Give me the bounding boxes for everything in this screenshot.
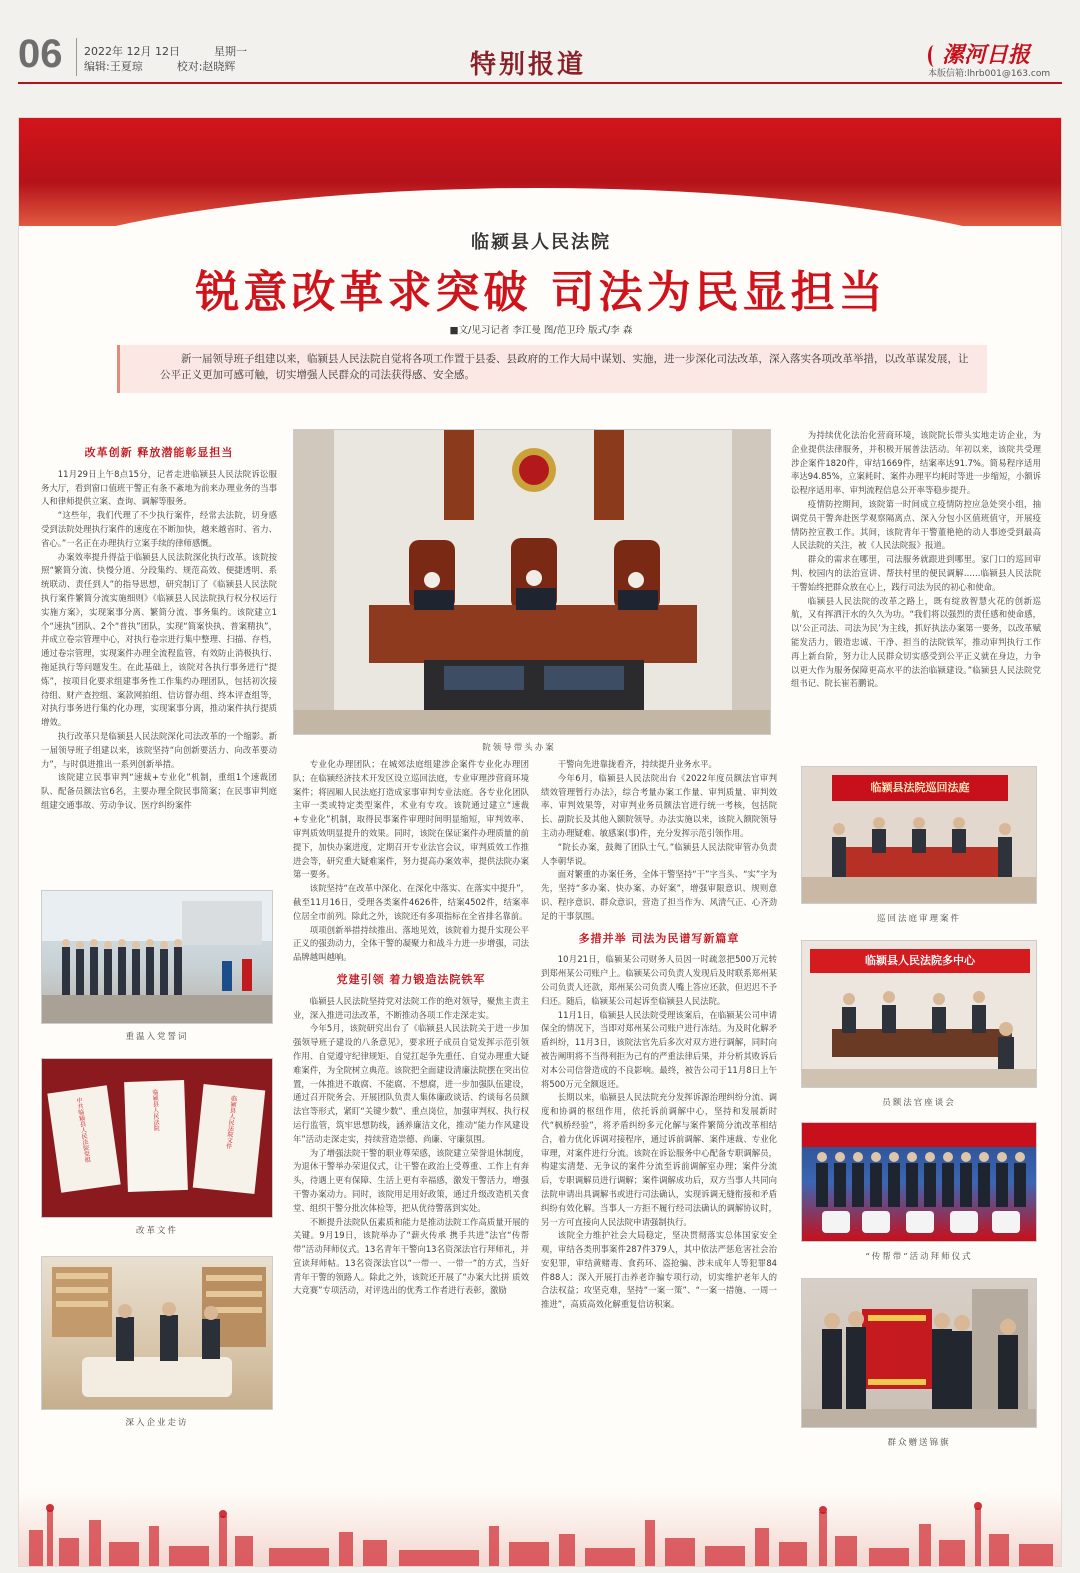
caption-mentor: “传帮带”活动拜师仪式 — [865, 1252, 973, 1262]
caption-docs: 改革文件 — [135, 1226, 178, 1236]
paper-logo — [928, 38, 1030, 69]
photo-mentor — [801, 1122, 1037, 1242]
column-1 — [41, 438, 277, 813]
newspaper-page — [18, 117, 1062, 1567]
body-paragraph: 今年6月，临颍县人民法院出台《2022年度员额法官审判绩效管理暂行办法》，综合考量办案工作量、审判质量、审判效率、审判效果等，对审判业务员额法官进行统一考核，包括院长、副院长及其他入额院领导。办法实施以来，该院入额院领导主动办理疑难、敏感案(事)件，充分发挥示范引领作用。 — [541, 772, 777, 838]
body-paragraph: “院长办案，鼓舞了团队士气。”临颍县人民法院审管办负责人李朝华说。 — [541, 841, 777, 866]
meeting-banner: 临颍县人民法院多中心 — [810, 949, 1030, 973]
body-paragraph: 10月21日，临颍某公司财务人员因一时疏忽把500万元转到郑州某公司账户上。临颍某公司负责人发现后及时联系郑州某公司负责人还款，郑州某公司负责人嘴上答应还款，但迟迟不予归还。随后，临颍某公司起诉至临颍县人民法院。 — [541, 954, 777, 1006]
body-paragraph: 临颍县人民法院的改革之路上，既有绽放智慧火花的创新巡航，又有挥洒汗水的久久为功。“我们将以强烈的责任感和使命感，以‘公正司法、司法为民’为主线，抓好执法办案第一要务，以改革赋能发活力，锻造忠诚、干净、担当的法院铁军，推动审判执行工作再上新台阶，努力让人民群众切实感受到公平正义就在身边，力争以更大作为服务保障更高水平的法治临颍建设。”临颍县人民法院党组书记、院长崔若鹏说。 — [791, 595, 1041, 689]
document-sheet — [193, 1084, 266, 1194]
courtroom-illustration — [294, 430, 771, 735]
lead-paragraph: 新一届领导班子组建以来，临颍县人民法院自觉将各项工作置于县委、县政府的工作大局中谋划、实施，进一步深化司法改革，深入落实各项改革举措，以改革谋发展，让公平正义更加可感可触，切实增强人民群众的司法获得感、安全感。 — [117, 345, 987, 393]
caption-banner-gift: 群众赠送锦旗 — [887, 1438, 951, 1448]
body-paragraph: 项项创新举措持续推出、落地见效，该院着力提升实现公平正义的强劲动力，全体干警的凝聚力和战斗力进一步增强，司法品牌越叫越响。 — [293, 924, 529, 963]
caption-enterprise: 深入企业走访 — [125, 1418, 189, 1428]
masthead — [0, 0, 1080, 86]
masthead-rule — [18, 82, 1062, 84]
city-skyline — [19, 1490, 1062, 1567]
body-paragraph: 疫情防控期间，该院第一时间成立疫情防控应急处突小组，抽调党员干警奔赴医学观察隔离点、深入分包小区值班值守，开展疫情防控宣教工作。其间，该院青年干警董艳艳的动人事迹受到最高人民法院的关注，被《人民法院报》报道。 — [791, 498, 1041, 551]
photo-oath — [41, 890, 273, 1024]
body-paragraph: 群众的需求在哪里，司法服务就跟进到哪里。家门口的巡回审判、校园内的法治宣讲、帮扶村里的便民调解……临颍县人民法院干警始终把群众放在心上，践行司法为民的初心和使命。 — [791, 554, 1041, 592]
masthead-email: 本版信箱:lhrb001@163.com — [928, 69, 1051, 79]
document-title: 临颍县人民法院 — [150, 1088, 160, 1132]
logo-swirl-icon — [928, 45, 940, 67]
banner-gift-illustration — [802, 1279, 1037, 1428]
body-paragraph: 今年5月，该院研究出台了《临颍县人民法院关于进一步加强领导班子建设的八条意见》，要求班子成员自觉发挥示范引领作用、自觉遵守纪律规矩、自觉扛起争先重任、自觉办理重大疑难案件，为全院树立典范。该院把全面建设清廉法院摆在突出位置，一体推进不敢腐、不能腐、不想腐，进一步加强队伍建设，通过召开院务会、开展团队负责人集体廉政谈话、约谈每名员额法官等形式，紧盯“关键少数”、重点岗位，加强审判权、执行权运行监管，筑牢思想防线，涵养廉洁文化，推动“能力作风建设年”活动走深走实，持续营造崇德、尚廉、守廉氛围。 — [293, 1023, 529, 1144]
column-2 — [293, 758, 529, 1298]
editor-credit: 编辑:王夏琼 — [84, 60, 143, 73]
body-paragraph: 该院全力维护社会大局稳定，坚决贯彻落实总体国家安全观，审结各类刑事案件287件379人，其中依法严惩危害社会治安犯罪，审结黄赌毒、食药环、盗抢骗、涉未成年人等犯罪84件88人；深入开展打击养老诈骗专项行动，切实维护老年人的合法权益；攻坚克难，坚持“一案一策”、“一案一措施、一周一推进”，高质高效化解重复信访积案。 — [541, 1230, 777, 1310]
caption-oath: 重温入党誓词 — [125, 1032, 189, 1042]
body-paragraph: 该院坚持“在改革中深化、在深化中落实、在落实中提升”，截至11月16日，受理各类案件4626件，结案4502件，结案率位居全市前列。除此之外，该院还有多项指标在全省排名靠前。 — [293, 883, 529, 921]
column-3 — [541, 758, 777, 1312]
body-paragraph: 临颍县人民法院坚持党对法院工作的绝对领导，聚焦主责主业，深入推进司法改革，不断推动各项工作走深走实。 — [293, 995, 529, 1020]
oath-illustration — [42, 891, 273, 1024]
body-paragraph: 面对繁重的办案任务，全体干警坚持“干”字当头、“实”字为先，坚持“多办案、快办案、办好案”，增强审限意识、规则意识、程序意识、群众意识，营造了担当作为、风清气正、心齐劲足的干事氛围。 — [541, 869, 777, 921]
body-paragraph: 长期以来，临颍县人民法院充分发挥诉源治理纠纷分流、调度和协调的枢纽作用，依托诉前调解中心，坚持和发展新时代“枫桥经验”，将矛盾纠纷多元化解与案件繁简分流改革相结合，着力优化诉调对接程序，通过诉前调解、案件速裁、专业化审理，对案件进行分流。该院在诉讼服务中心配备专职调解员，构建实清楚、无争议的案件分流至诉前调解室办理；案件分流后，专职调解员进行调解；案件调解成功后，双方当事人共同向法院申请出具调解书或进行司法确认，实现诉调无缝衔接和矛盾纠纷有效化解。当事人一方拒不履行经司法确认的调解协议时，另一方可直接向人民法院申请强制执行。 — [541, 1092, 777, 1227]
body-paragraph: 专业化办理团队；在城郊法庭组建涉企案件专业化办理团队；在临颍经济技术开发区设立巡回法庭，专业审理涉营商环境案件；将固厢人民法庭打造成家事审判专业法庭。各专业化团队主审一类或特定类型案件，术业有专攻。该院通过建立“速裁+专业化”机制，取得民事案件审理时间明显缩短，审判效率、审判质效明显提升的效果。同时，该院在保证案件办理质量的前提下，加快办案进度，定期召开专业法官会议，审判质效工作推进会等，研究重大疑难案件，努力提高办案效率，提供法院办案第一要务。 — [293, 759, 529, 880]
photo-main-courtroom — [293, 429, 771, 735]
subhead-measures: 多措并举 司法为民谱写新篇章 — [578, 931, 740, 945]
document-sheet — [47, 1085, 120, 1192]
circuit-illustration — [802, 767, 1037, 904]
proofreader-credit: 校对:赵晓辉 — [176, 60, 236, 73]
caption-meeting: 员额法官座谈会 — [882, 1098, 956, 1108]
document-title: 中共临颍县人民法院党组 — [74, 1096, 91, 1164]
paper-name: 漯河日报 — [942, 42, 1031, 68]
mentor-illustration — [802, 1123, 1037, 1242]
photo-circuit-court — [801, 766, 1037, 904]
caption-main: 院领导带头办案 — [482, 743, 556, 753]
overline: 临颍县人民法院 — [471, 232, 611, 253]
byline: ■文/见习记者 李江曼 图/范卫玲 版式/李 森 — [449, 325, 633, 336]
body-paragraph: 为了增强法院干警的职业尊荣感，该院建立荣誉退休制度，为退休干警举办荣退仪式，让干警在政治上受尊重、工作上有奔头，待遇上更有保障、生活上更有幸福感，激发干警活力，增强干警办案动力。同时，该院用足用好政策，通过升级改造机关食堂、组织干警分批次体检等，把从优待警落到实处。 — [293, 1147, 529, 1213]
enterprise-illustration — [42, 1257, 273, 1410]
photo-meeting — [801, 940, 1037, 1088]
column-4 — [791, 429, 1041, 691]
body-paragraph: 为持续优化法治化营商环境，该院院长带头实地走访企业，为企业提供法律服务，并积极开展普法活动。年初以来，该院共受理涉企案件1820件，审结1669件，结案率达91.7%。简易程序适用率达94.85%，立案耗时、案件办理平均耗时等进一步缩短，小额诉讼程序适用率、审判流程信息公开率等稳步提升。 — [791, 430, 1041, 496]
subhead-reform: 改革创新 释放潜能彰显担当 — [84, 446, 234, 459]
masthead-meta — [84, 44, 281, 74]
meeting-illustration — [802, 941, 1037, 1088]
body-paragraph: 11月29日上午8点15分，记者走进临颍县人民法院诉讼服务大厅，看到窗口值班干警正有条不紊地为前来办理业务的当事人和律师提供立案、查询、调解等服务。 — [41, 468, 277, 507]
body-paragraph: 干警向先进靠拢看齐，持续提升业务水平。 — [557, 759, 717, 769]
circuit-banner: 临颍县法院巡回法庭 — [832, 775, 1008, 801]
photo-banner-gift — [801, 1278, 1037, 1428]
issue-date: 2022年 12月 12日 — [84, 45, 180, 58]
section-title: 特别报道 — [470, 50, 587, 80]
masthead-divider — [76, 38, 77, 76]
caption-circuit: 巡回法庭审理案件 — [876, 914, 961, 924]
issue-weekday: 星期一 — [213, 45, 247, 58]
page-number: 06 — [18, 32, 63, 76]
headline: 锐意改革求突破 司法为民显担当 — [195, 267, 887, 318]
document-title: 临颍县人民法院文件 — [224, 1094, 238, 1150]
subhead-party: 党建引领 着力锻造法院铁军 — [336, 972, 486, 986]
body-paragraph: “这些年，我们代理了不少执行案件，经常去法院，切身感受到法院处理执行案件的速度在不断加快，越来越省时、省力、省心。”一名正在办理执行立案手续的律师感慨。 — [41, 510, 277, 548]
photo-documents — [41, 1058, 273, 1218]
body-paragraph: 11月1日，临颍县人民法院受理该案后，在临颍某公司申请保全的情况下，当即对郑州某公司账户进行冻结。为及时化解矛盾纠纷，11月3日，该院法官先后多次对双方进行调解，同时向被告阐明将不当得利拒为己有的严重法律后果，并分析其败诉后对本公司信誉造成的不良影响。最终，被告公司于11月8日上午将500万元全额返还。 — [541, 1009, 777, 1089]
body-paragraph: 该院建立民事审判“速裁+专业化”机制，重组1个速裁团队、配备员额法官6名，主要办理全院民事简案；在民事审判庭组建交通事故、劳动争议、医疗纠纷案件 — [41, 772, 277, 810]
document-sheet — [124, 1080, 188, 1192]
body-paragraph: 不断提升法院队伍素质和能力是推动法院工作高质量开展的关键。9月19日，该院举办了“薪火传承 携手共进”法官“传帮带”活动拜师仪式。13名青年干警向13名资深法官行拜师礼，并宣读拜师帖。13名资深法官以“一带一、一带一”的方式，当好青年干警的领路人。除此之外，该院还开展了“办案大比拼 质效大竞赛”专项活动，对评选出的优秀工作者进行表彰，激励 — [293, 1216, 529, 1296]
photo-enterprise — [41, 1256, 273, 1410]
body-paragraph: 办案效率提升得益于临颍县人民法院深化执行改革。该院按照“繁简分流、快慢分道、分段集约、规范高效、便捷透明、系统联动、责任到人”的指导思想，研究制订了《临颍县人民法院执行案件繁简分流实施细则》《临颍县人民法院执行权分权运行实施方案》，实现案事分离、繁简分流、事务集约。该院建立1个“速执”团队、2个“普执”团队，实现“简案快执、普案精执”，并成立卷宗管理中心，对执行卷宗进行集中整理、扫描、存档，通过卷宗管理，实现案件办理全流程监管，有效防止消极执行、拖延执行等问题发生。在此基础上，该院对各执行事务进行“提炼”，按项目化要求组建事务性工作集约办理团队，包括初次接待组、财产查控组、案款网拍组、信访督办组、终本评查组等，对执行事务进行集约化办理，实现案事分离，推动案件执行提质增效。 — [41, 551, 277, 728]
body-paragraph: 执行改革只是临颍县人民法院深化司法改革的一个缩影。新一届领导班子组建以来，该院坚持“向创新要活力、向改革要动力”，与时俱进推出一系列创新举措。 — [41, 730, 277, 769]
